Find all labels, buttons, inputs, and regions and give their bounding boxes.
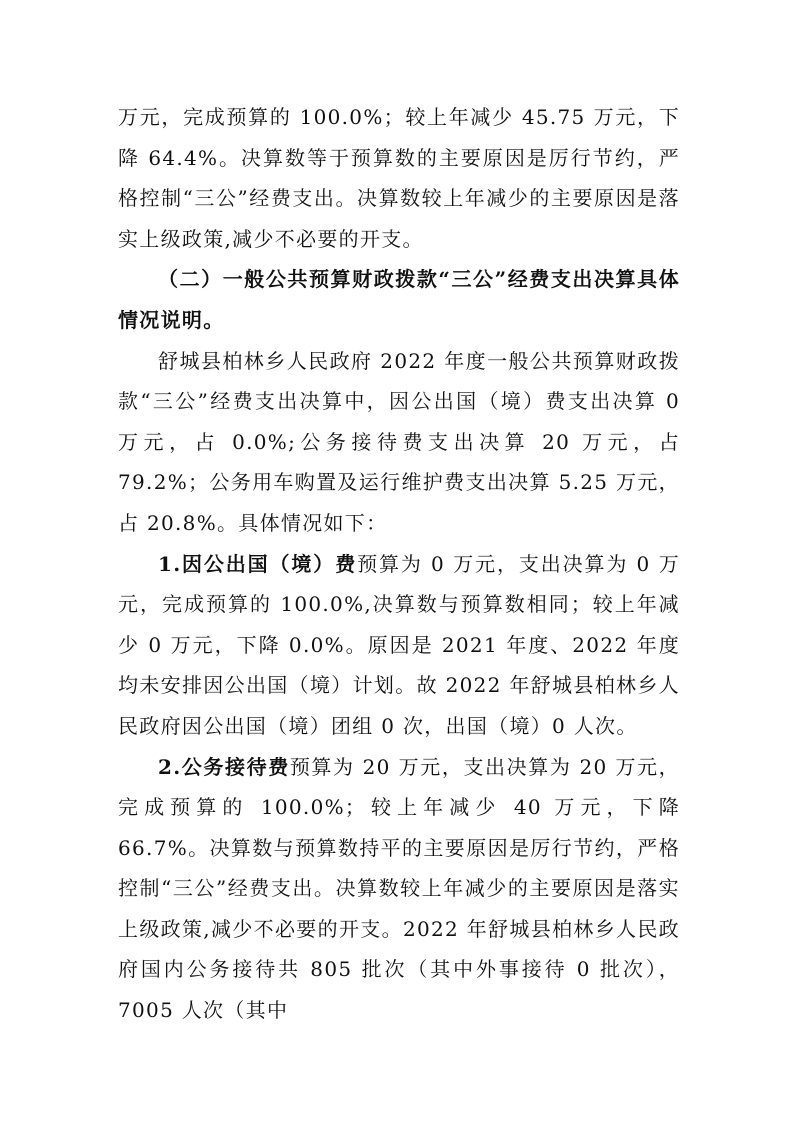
item-2-body: 预算为 20 万元，支出决算为 20 万元，完成预算的 100.0%；较上年减少 40 万元，下降 66.7%。决算数与预算数持平的主要原因是厉行节约，严格控制“三公”经费支出。决算数较上年减少的主要原因是落实上级政策,减少不必要的开支。2022 年舒城县柏林乡人民政府国内公务接待共 805 批次（其中外事接待 0 批次），7005 人次（其中 bbox=[118, 754, 680, 1023]
body-text bbox=[118, 97, 680, 1031]
item-1-title: 1.因公出国（境）费 bbox=[158, 551, 358, 576]
item-1-body: 预算为 0 万元，支出决算为 0 万元，完成预算的 100.0%,决算数与预算数相同；较上年减少 0 万元，下降 0.0%。原因是 2021 年度、2022 年度均未安排因公出国（境）计划。故 2022 年舒城县柏林乡人民政府因公出国（境）团组 0 次，出国（境）0 人次。 bbox=[118, 551, 680, 738]
paragraph-item-1 bbox=[118, 544, 680, 747]
paragraph-continued: 万元，完成预算的 100.0%；较上年减少 45.75 万元，下降 64.4%。决算数等于预算数的主要原因是厉行节约，严格控制“三公”经费支出。决算数较上年减少的主要原因是落实上级政策,减少不必要的开支。 bbox=[118, 105, 680, 251]
section-heading: （二）一般公共预算财政拨款“三公”经费支出决算具体情况说明。 bbox=[118, 267, 680, 332]
item-2-title: 2.公务接待费 bbox=[158, 754, 290, 779]
paragraph-summary: 舒城县柏林乡人民政府 2022 年度一般公共预算财政拨款“三公”经费支出决算中，因公出国（境）费支出决算 0 万元，占 0.0%;公务接待费支出决算 20 万元，占 79.2%；公务用车购置及运行维护费支出决算 5.25 万元，占 20.8%。具体情况如下： bbox=[118, 348, 680, 535]
paragraph-item-2 bbox=[118, 747, 680, 1031]
